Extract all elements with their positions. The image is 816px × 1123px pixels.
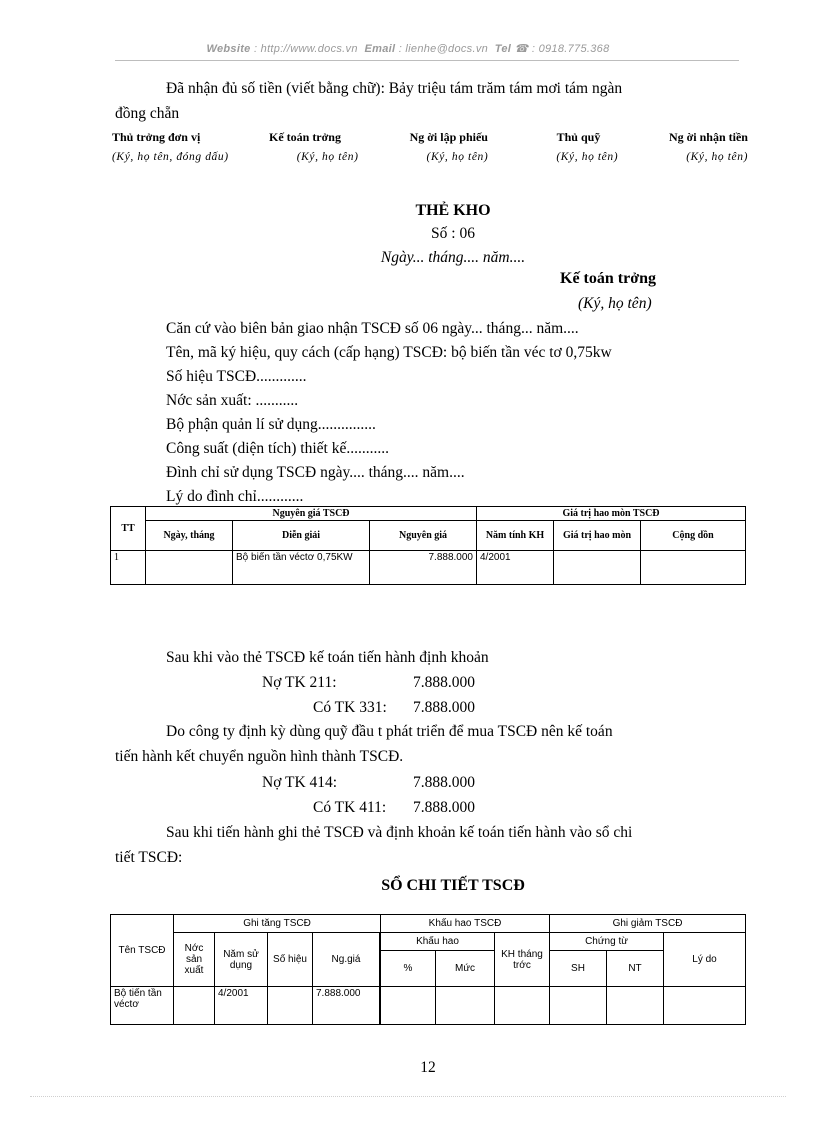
cell-nam: 4/2001 — [477, 551, 554, 585]
page-number: 12 — [420, 1059, 436, 1076]
th-ng-gia: Ng.giá — [313, 933, 380, 987]
cell-cong-don — [641, 551, 746, 585]
entries-para-1: Do công ty định kỳ dùng quỹ đầu t phát triển để mua TSCĐ nên kế toán — [166, 723, 613, 740]
receipt-line-1: Đã nhận đủ số tiền (viết bằng chữ): Bảy triệu tám trăm tám mơi tám ngàn — [166, 80, 623, 97]
cell-so-hieu — [268, 987, 313, 1025]
card-line: Đình chỉ sử dụng TSCĐ ngày.... tháng.... năm.... — [166, 464, 465, 481]
ledger-table — [110, 914, 746, 1025]
cell-sh — [550, 987, 607, 1025]
signature-title: Ng ời lập phiếu — [409, 130, 488, 144]
cell-ng-gia: 7.888.000 — [313, 987, 380, 1025]
th-nuoc: Nớc sản xuất — [174, 933, 215, 987]
th-pct: % — [381, 951, 436, 987]
card-accountant: Kế toán trởng — [560, 270, 656, 287]
card-date: Ngày... tháng.... năm.... — [380, 249, 526, 266]
th-muc: Mức — [436, 951, 495, 987]
signature-sub: (Ký, họ tên) — [556, 151, 619, 163]
asset-card-table — [110, 506, 746, 585]
th-gia-tri: Giá trị hao mòn — [554, 521, 641, 551]
th-nguyen-gia: Nguyên giá TSCĐ — [146, 507, 477, 521]
th-ghi-giam: Ghi giảm TSCĐ — [550, 915, 746, 933]
th-so-hieu: Số hiệu — [268, 933, 313, 987]
entry-co411-value: 7.888.000 — [413, 799, 475, 816]
page-header — [0, 42, 816, 55]
card-number: Số : 06 — [431, 225, 475, 242]
tel-value: ☎ : 0918.775.368 — [514, 43, 610, 55]
signature-sub: (Ký, họ tên) — [426, 151, 489, 163]
card-line: Lý do đình chỉ............ — [166, 488, 304, 505]
card-line: Tên, mã ký hiệu, quy cách (cấp hạng) TSCĐ: bộ biến tần véc tơ 0,75kw — [166, 344, 612, 361]
signature-sub: (Ký, họ tên) — [296, 151, 359, 163]
footer-divider — [30, 1096, 786, 1097]
th-ten: Tên TSCĐ — [111, 915, 174, 987]
th-tt: TT — [111, 507, 146, 551]
card-line: Nớc sản xuất: ........... — [166, 392, 299, 409]
cell-nuoc — [174, 987, 215, 1025]
th-ghi-tang: Ghi tăng TSCĐ — [174, 915, 381, 933]
card-line: Căn cứ vào biên bản giao nhận TSCĐ số 06 ngày... tháng... năm.... — [166, 320, 579, 337]
signature-title: Thủ quỹ — [556, 130, 601, 144]
th-chung-tu: Chứng từ — [550, 933, 664, 951]
cell-ngay — [146, 551, 233, 585]
th-nt: NT — [607, 951, 664, 987]
signature-subs — [112, 151, 748, 163]
email-label: Email — [364, 43, 396, 55]
header-divider — [115, 60, 739, 61]
th-ngay: Ngày, tháng — [146, 521, 233, 551]
th-khau-hao-sub: Khấu hao — [381, 933, 495, 951]
email-value: : lienhe@docs.vn — [398, 43, 489, 55]
cell-tt: 1 — [111, 551, 146, 585]
th-khau-hao: Khấu hao TSCĐ — [381, 915, 550, 933]
cell-ly-do — [664, 987, 746, 1025]
card-title: THẺ KHO — [415, 202, 491, 219]
th-nam-tinh: Năm tính KH — [477, 521, 554, 551]
entries-intro: Sau khi vào thẻ TSCĐ kế toán tiến hành định khoản — [166, 649, 489, 666]
entry-no211-value: 7.888.000 — [413, 674, 475, 691]
cell-ten: Bộ tiến tần véctơ — [111, 987, 174, 1025]
cell-nt — [607, 987, 664, 1025]
entry-co331-value: 7.888.000 — [413, 699, 475, 716]
cell-dien-giai: Bộ biến tần véctơ 0,75KW — [233, 551, 370, 585]
cell-muc — [436, 987, 495, 1025]
signature-title: Ng ời nhận tiền — [668, 130, 748, 144]
signature-title: Thủ trởng đơn vị — [112, 130, 201, 144]
signature-titles — [112, 130, 748, 145]
cell-nguyen-gia: 7.888.000 — [370, 551, 477, 585]
receipt-line-2: đồng chẵn — [115, 105, 180, 122]
table-row — [111, 987, 746, 1025]
cell-kh-thang — [495, 987, 550, 1025]
ledger-title: SỔ CHI TIẾT TSCĐ — [381, 877, 525, 894]
entry-co331-label: Có TK 331: — [313, 699, 387, 716]
entry-no414-value: 7.888.000 — [413, 774, 475, 791]
tel-label: Tel — [494, 43, 512, 55]
entries-para-3: Sau khi tiến hành ghi thẻ TSCĐ và định khoản kế toán tiến hành vào sổ chi — [166, 824, 633, 841]
entry-no414-label: Nợ TK 414: — [262, 774, 338, 791]
th-dien-giai: Diễn giải — [233, 521, 370, 551]
card-line: Công suất (diện tích) thiết kế........... — [166, 440, 389, 457]
card-line: Số hiệu TSCĐ............. — [166, 368, 307, 385]
card-line: Bộ phận quản lí sử dụng............... — [166, 416, 376, 433]
website-label: Website — [206, 43, 251, 55]
signature-block — [112, 130, 748, 163]
th-sh: SH — [550, 951, 607, 987]
signature-title: Kế toán trởng — [268, 130, 341, 144]
cell-nam: 4/2001 — [215, 987, 268, 1025]
signature-sub: (Ký, họ tên, đóng dấu) — [112, 151, 229, 163]
table-row — [111, 551, 746, 585]
th-hao-mon: Giá trị hao mòn TSCĐ — [477, 507, 746, 521]
entries-para-2: tiến hành kết chuyển nguồn hình thành TSCĐ. — [115, 748, 404, 765]
th-nguyen-gia-col: Nguyên giá — [370, 521, 477, 551]
entries-para-4: tiết TSCĐ: — [115, 849, 183, 866]
cell-pct — [381, 987, 436, 1025]
entry-no211-label: Nợ TK 211: — [262, 674, 337, 691]
signature-sub: (Ký, họ tên) — [686, 151, 748, 163]
cell-gia-tri — [554, 551, 641, 585]
th-ly-do: Lý do — [664, 933, 746, 987]
th-nam-su-dung: Năm sử dụng — [215, 933, 268, 987]
th-kh-thang: KH tháng trớc — [495, 933, 550, 987]
entry-co411-label: Có TK 411: — [313, 799, 387, 816]
th-cong-don: Cộng dồn — [641, 521, 746, 551]
card-accountant-sub: (Ký, họ tên) — [578, 295, 652, 312]
website-value: : http://www.docs.vn — [253, 43, 358, 55]
card-lines — [166, 319, 766, 511]
